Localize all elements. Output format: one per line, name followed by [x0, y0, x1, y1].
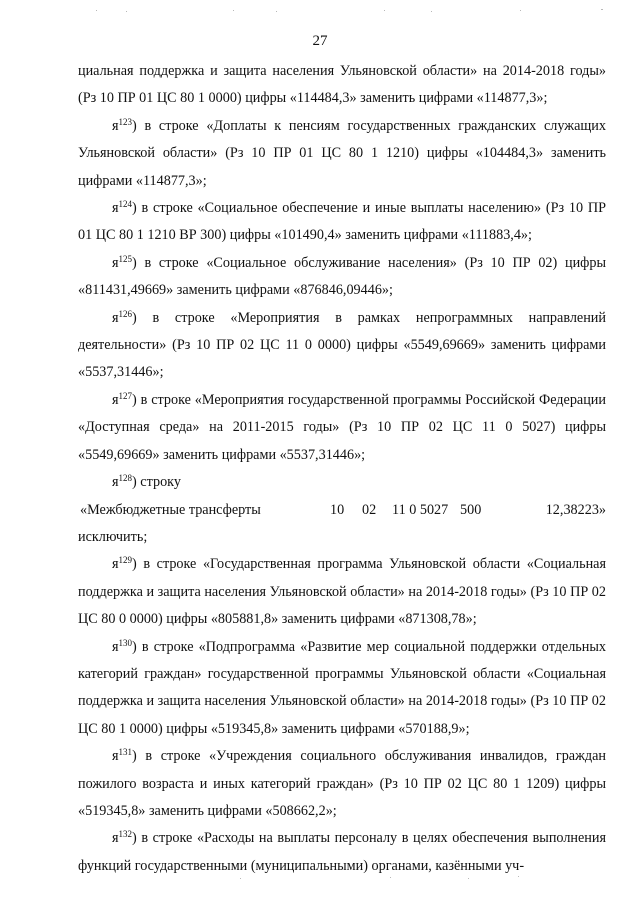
paragraph-item-130 — [78, 634, 606, 744]
item-letter: я — [112, 638, 119, 655]
item-number: 131 — [118, 747, 133, 758]
paragraph-continuation — [78, 58, 606, 113]
document-body — [78, 58, 606, 880]
item-letter: я — [112, 556, 119, 573]
item-letter: я — [112, 200, 119, 217]
paragraph-item-131 — [78, 743, 606, 825]
paragraph-item-127 — [78, 387, 606, 469]
paragraph-item-123 — [78, 113, 606, 195]
paragraph-item-124 — [78, 195, 606, 250]
item-letter: я — [112, 474, 119, 491]
paragraph-item-126 — [78, 305, 606, 387]
row-name: «Межбюджетные трансферты — [80, 501, 261, 518]
item-number: 123 — [118, 116, 133, 127]
item-number: 130 — [118, 637, 133, 648]
row-cs: 11 0 5027 — [392, 501, 449, 518]
item-number: 127 — [118, 390, 133, 401]
row-pr: 02 — [362, 501, 377, 518]
page-number: 27 — [312, 33, 328, 49]
item-letter: я — [112, 748, 119, 765]
item-number: 129 — [118, 555, 133, 566]
row-sum: 12,38223» — [545, 501, 606, 518]
paragraph-text: ) в строке «Государственная программа Ульяновской области «Социальная поддержка и защита населения Ульяновской области» на 2014-2018 годы» (Рз 10 ПР 02 ЦС 80 0 0000) цифры «805881,8» заменить цифрами «871308,78»; — [78, 556, 606, 628]
paragraph-text: циальная поддержка и защита населения Ульяновской области» на 2014-2018 годы» (Рз 10 ПР 01 ЦС 80 1 0000) цифры «114484,3» заменить цифрами «114877,3»; — [78, 63, 606, 107]
paragraph-text: ) в строке «Социальное обслуживание населения» (Рз 10 ПР 02) цифры «811431,49669» заменить цифрами «876846,09446»; — [78, 254, 606, 299]
row-rz: 10 — [330, 501, 345, 518]
budget-table-row — [78, 497, 606, 524]
item-number: 128 — [118, 473, 133, 484]
row-vr: 500 — [460, 501, 482, 518]
paragraph-text: ) в строке «Социальное обеспечение и иные выплаты населению» (Рз 10 ПР 01 ЦС 80 1 1210 ВР 300) цифры «101490,4» заменить цифрами «111883,4»; — [78, 200, 606, 244]
paragraph-item-132 — [78, 825, 606, 880]
paragraph-item-128 — [78, 469, 606, 496]
paragraph-item-125 — [78, 250, 606, 305]
paragraph-text: ) в строке «Учреждения социального обслуживания инвалидов, граждан пожилого возраста и иных категорий граждан» (Рз 10 ПР 02 ЦС 80 1 1209) цифры «519345,8» заменить цифрами «508662,2»; — [78, 748, 606, 819]
paragraph-text: ) строку — [132, 474, 181, 491]
paragraph-text: ) в строке «Доплаты к пенсиям государственных гражданских служащих Ульяновской области» (Рз 10 ПР 01 ЦС 80 1 1210) цифры «104484,3» заменить цифрами «114877,3»; — [78, 117, 606, 189]
paragraph-exclude — [78, 524, 606, 551]
item-letter: я — [112, 309, 119, 326]
item-number: 125 — [118, 253, 133, 264]
item-letter: я — [112, 117, 119, 134]
paragraph-text: ) в строке «Мероприятия государственной программы Российской Федерации «Доступная среда» на 2011-2015 годы» (Рз 10 ПР 02 ЦС 11 0 5027) цифры «5549,69669» заменить цифрами «5537,31446»; — [78, 391, 606, 463]
paragraph-item-129 — [78, 551, 606, 633]
item-letter: я — [112, 254, 119, 271]
paragraph-text: ) в строке «Расходы на выплаты персоналу в целях обеспечения выполнения функций государственными (муниципальными) органами, казёнными уч- — [78, 830, 606, 874]
item-letter: я — [112, 830, 119, 847]
paragraph-text: ) в строке «Подпрограмма «Развитие мер социальной поддержки отдельных категорий граждан» государственной программы Ульяновской области «Социальная поддержка и защита населения Ульяновской области» на 2014-2018 годы» (Рз 10 ПР 02 ЦС 80 1 0000) цифры «519345,8» заменить цифрами «570188,9»; — [78, 638, 606, 737]
item-number: 132 — [118, 829, 133, 840]
item-number: 124 — [118, 199, 133, 210]
item-letter: я — [112, 391, 119, 408]
paragraph-text: ) в строке «Мероприятия в рамках непрограммных направлений деятельности» (Рз 10 ПР 02 ЦС 11 0 0000) цифры «5549,69669» заменить цифрами «5537,31446»; — [78, 309, 606, 381]
paragraph-text: исключить; — [78, 528, 148, 545]
item-number: 126 — [118, 308, 133, 319]
